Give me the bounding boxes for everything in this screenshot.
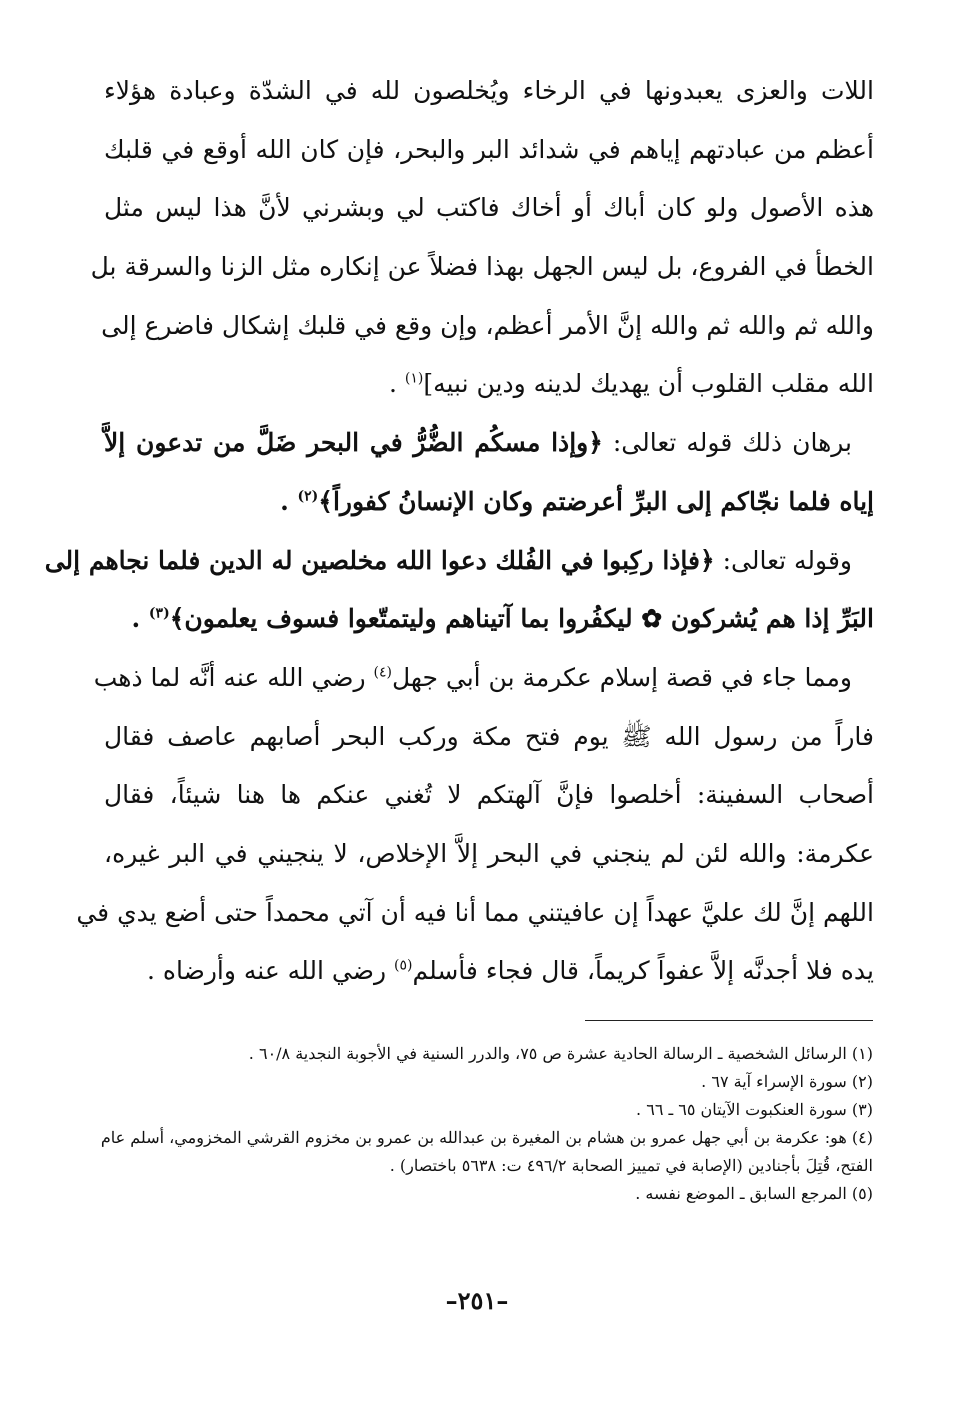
text-segment: رضي الله عنه أنَّه لما ذهب xyxy=(93,662,374,692)
text-line xyxy=(104,942,874,1001)
footnote: الفتح، قُتِلَ بأجنادين (الإصابة في تمييز الصحابة ٤٩٦/٢ ت: ٥٦٣٨ باختصار) . xyxy=(389,1156,873,1175)
footnote: (٥) المرجع السابق ـ الموضع نفسه . xyxy=(635,1184,873,1203)
footnote: (٣) سورة العنكبوت الآيتان ٦٥ ـ ٦٦ . xyxy=(636,1100,873,1119)
text-segment: رضي الله عنه وأرضاه . xyxy=(147,956,394,986)
footnote: (٢) سورة الإسراء آية ٦٧ . xyxy=(701,1072,873,1091)
verse-line xyxy=(104,473,874,532)
text-line: والله ثم والله ثم والله إنَّ الأمر أعظم، وإن وقع في قلبك إشكال فاضرع إلى xyxy=(101,310,874,340)
footnote-separator xyxy=(585,1020,873,1021)
footnote-ref-3: (٣) xyxy=(148,605,170,622)
text-line: أصحاب السفينة: أخلصوا فإنَّ آلهتكم لا تُغني عنكم ها هنا شيئاً، فقال xyxy=(104,780,874,810)
footnote-ref-4: (٤) xyxy=(373,664,392,681)
text-line: أعظم من عبادتهم إياهم في شدائد البر والبحر، فإن كان الله أوقع في قلبك xyxy=(104,134,874,164)
verse-line xyxy=(104,590,874,649)
text-line: اللهم إنَّ لك عليَّ عهداً إن عافيتني مما أنا فيه أن آتي محمداً حتى أضع يدي في xyxy=(76,897,874,927)
text-segment: يده فلا أجدنَّه إلاَّ عفواً كريماً، قال فجاء فأسلم xyxy=(412,956,874,986)
verse-intro-line xyxy=(104,414,874,473)
page-number: –٢٥١– xyxy=(445,1286,509,1315)
quran-verse: ﴿فإذا ركِبوا في الفُلك دعوا الله مخلصين له الدين فلما نجاهم إلى xyxy=(44,545,715,575)
verse-intro-line xyxy=(44,532,874,591)
text-line xyxy=(93,649,874,708)
verse-intro: برهان ذلك قوله تعالى: xyxy=(602,428,853,458)
verse-intro: وقوله تعالى: xyxy=(714,545,852,575)
quran-verse: ﴿وإذا مسكُم الضُّرُّ في البحر ضَلَّ من تدعون إلاَّ xyxy=(104,428,603,458)
main-text xyxy=(44,62,874,1001)
footnote: (١) الرسائل الشخصية ـ الرسالة الحادية عشرة ص ٧٥، والدرر السنية في الأجوبة النجدية ٦٠/٨ . xyxy=(248,1044,873,1063)
footnote-ref-2: (٢) xyxy=(297,488,319,505)
footnotes xyxy=(100,1040,873,1208)
text-line xyxy=(104,355,874,414)
text-line: فاراً من رسول الله ﷺ يوم فتح مكة وركب البحر أصابهم عاصف فقال xyxy=(104,721,874,751)
text-line: اللات والعزى يعبدونها في الرخاء ويُخلصون لله في الشدّة وعبادة هؤلاء xyxy=(104,76,874,105)
text-segment: ومما جاء في قصة إسلام عكرمة بن أبي جهل xyxy=(392,662,852,692)
footnote-ref-1: (١) xyxy=(404,371,424,388)
footnote: (٤) هو: عكرمة بن أبي جهل عمرو بن هشام بن المغيرة بن عبدالله بن عمرو بن مخزوم القرشي المخزومي، أسلم عام xyxy=(100,1128,873,1147)
text-line: الخطأ في الفروع، بل ليس الجهل بهذا فضلاً عن إنكاره مثل الزنا والسرقة بل xyxy=(90,252,874,282)
quran-verse: البَرِّ إذا هم يُشركون ✿ ليكفُروا بما آتيناهم وليتمتّعوا فسوف يعلمون﴾ xyxy=(169,604,874,634)
text-line: عكرمة: والله لئن لم ينجني في البحر إلاَّ الإخلاص، لا ينجيني في البر غيره، xyxy=(104,838,874,868)
period: . xyxy=(131,604,149,634)
period: . xyxy=(280,486,298,516)
quran-verse: إياه فلما نجّاكم إلى البرِّ أعرضتم وكان الإنسانُ كفوراً﴾ xyxy=(318,486,874,516)
period: . xyxy=(388,369,405,399)
footnote-ref-5: (٥) xyxy=(393,957,413,974)
text-line: هذه الأصول ولو كان أباك أو أخاك فاكتب لي وبشرني لأنَّ هذا ليس مثل xyxy=(104,193,874,223)
text-segment: الله مقلب القلوب أن يهديك لدينه ودين نبيه] xyxy=(423,369,874,399)
